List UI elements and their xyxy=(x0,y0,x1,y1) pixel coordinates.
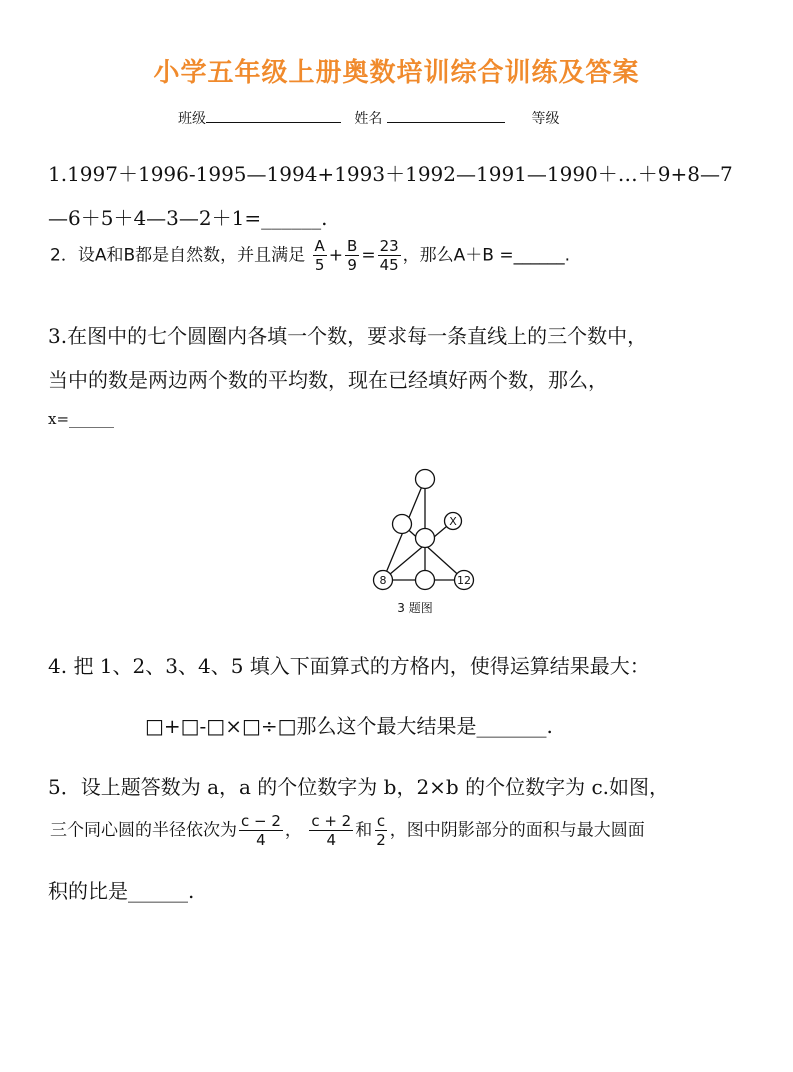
q2-fraction-result xyxy=(378,237,401,274)
q2-frac-b-den: 9 xyxy=(347,256,357,274)
label-12: 12 xyxy=(457,574,471,587)
name-field[interactable] xyxy=(387,108,505,123)
q5-line2 xyxy=(50,812,645,849)
q5-sep: ， xyxy=(284,820,302,841)
circle-top xyxy=(416,470,435,489)
circle-upper-left xyxy=(393,515,412,534)
page-title: 小学五年级上册奥数培训综合训练及答案 xyxy=(153,58,640,88)
grade-label: 等级 xyxy=(531,111,560,127)
q4-line2: □+□-□×□÷□那么这个最大结果是_______. xyxy=(145,714,553,738)
q5-fraction-3 xyxy=(374,812,388,849)
q4-line1: 4. 把 1、2、3、4、5 填入下面算式的方格内，使得运算结果最大： xyxy=(48,654,650,678)
q5-line3: 积的比是______. xyxy=(48,879,195,903)
q3-line2: 当中的数是两边两个数的平均数，现在已经填好两个数，那么， xyxy=(48,368,608,392)
circle-bottom-middle xyxy=(416,571,435,590)
q2-frac-b-num: B xyxy=(347,237,358,255)
q2-fraction-a xyxy=(313,237,327,274)
q2-line xyxy=(50,237,570,274)
q2-frac-a-num: A xyxy=(314,237,325,255)
q2-frac-r-den: 45 xyxy=(379,256,399,274)
q3-diagram xyxy=(340,462,490,622)
q5-fraction-1 xyxy=(239,812,283,849)
q1-line1: 1.1997＋1996-1995—1994+1993＋1992—1991—1990＋…＋9+8—7 xyxy=(48,162,733,186)
q5-fraction-2 xyxy=(309,812,353,849)
q2-prefix: 2．设A和B都是自然数，并且满足 xyxy=(50,245,306,266)
name-label: 姓名 xyxy=(354,111,383,127)
q5-line1: 5．设上题答数为 a，a 的个位数字为 b，2×b 的个位数字为 c.如图， xyxy=(48,775,670,799)
label-8: 8 xyxy=(379,574,387,587)
q3-caption: 3 题图 xyxy=(397,601,433,615)
q5-f2-num: c + 2 xyxy=(311,812,352,830)
q2-plus: + xyxy=(328,245,344,266)
q5-f1-num: c − 2 xyxy=(241,812,281,830)
q3-line3: x=______ xyxy=(48,410,115,428)
q5-and: 和 xyxy=(355,820,373,841)
q5-f3-num: c xyxy=(376,812,386,830)
q1-line2: —6＋5＋4—3—2＋1=______. xyxy=(48,206,328,230)
q3-line1: 3.在图中的七个圆圈内各填一个数，要求每一条直线上的三个数中， xyxy=(48,324,648,348)
q5-f2-den: 4 xyxy=(326,831,337,849)
class-field[interactable] xyxy=(206,108,341,123)
q5-prefix: 三个同心圆的半径依次为 xyxy=(50,820,237,841)
q5-f1-den: 4 xyxy=(256,831,266,849)
q2-frac-r-num: 23 xyxy=(379,237,399,255)
label-x: X xyxy=(449,515,457,528)
q2-frac-a-den: 5 xyxy=(314,256,325,274)
circle-center xyxy=(416,529,435,548)
q2-fraction-b xyxy=(345,237,359,274)
q5-f3-den: 2 xyxy=(376,831,386,849)
class-label: 班级 xyxy=(178,111,206,127)
circle-diagram xyxy=(340,462,490,622)
student-info-row xyxy=(178,108,560,128)
q5-suffix: ，图中阴影部分的面积与最大圆面 xyxy=(389,820,645,841)
q2-equals: = xyxy=(361,245,376,266)
q2-suffix: ，那么A＋B =______. xyxy=(402,245,571,266)
